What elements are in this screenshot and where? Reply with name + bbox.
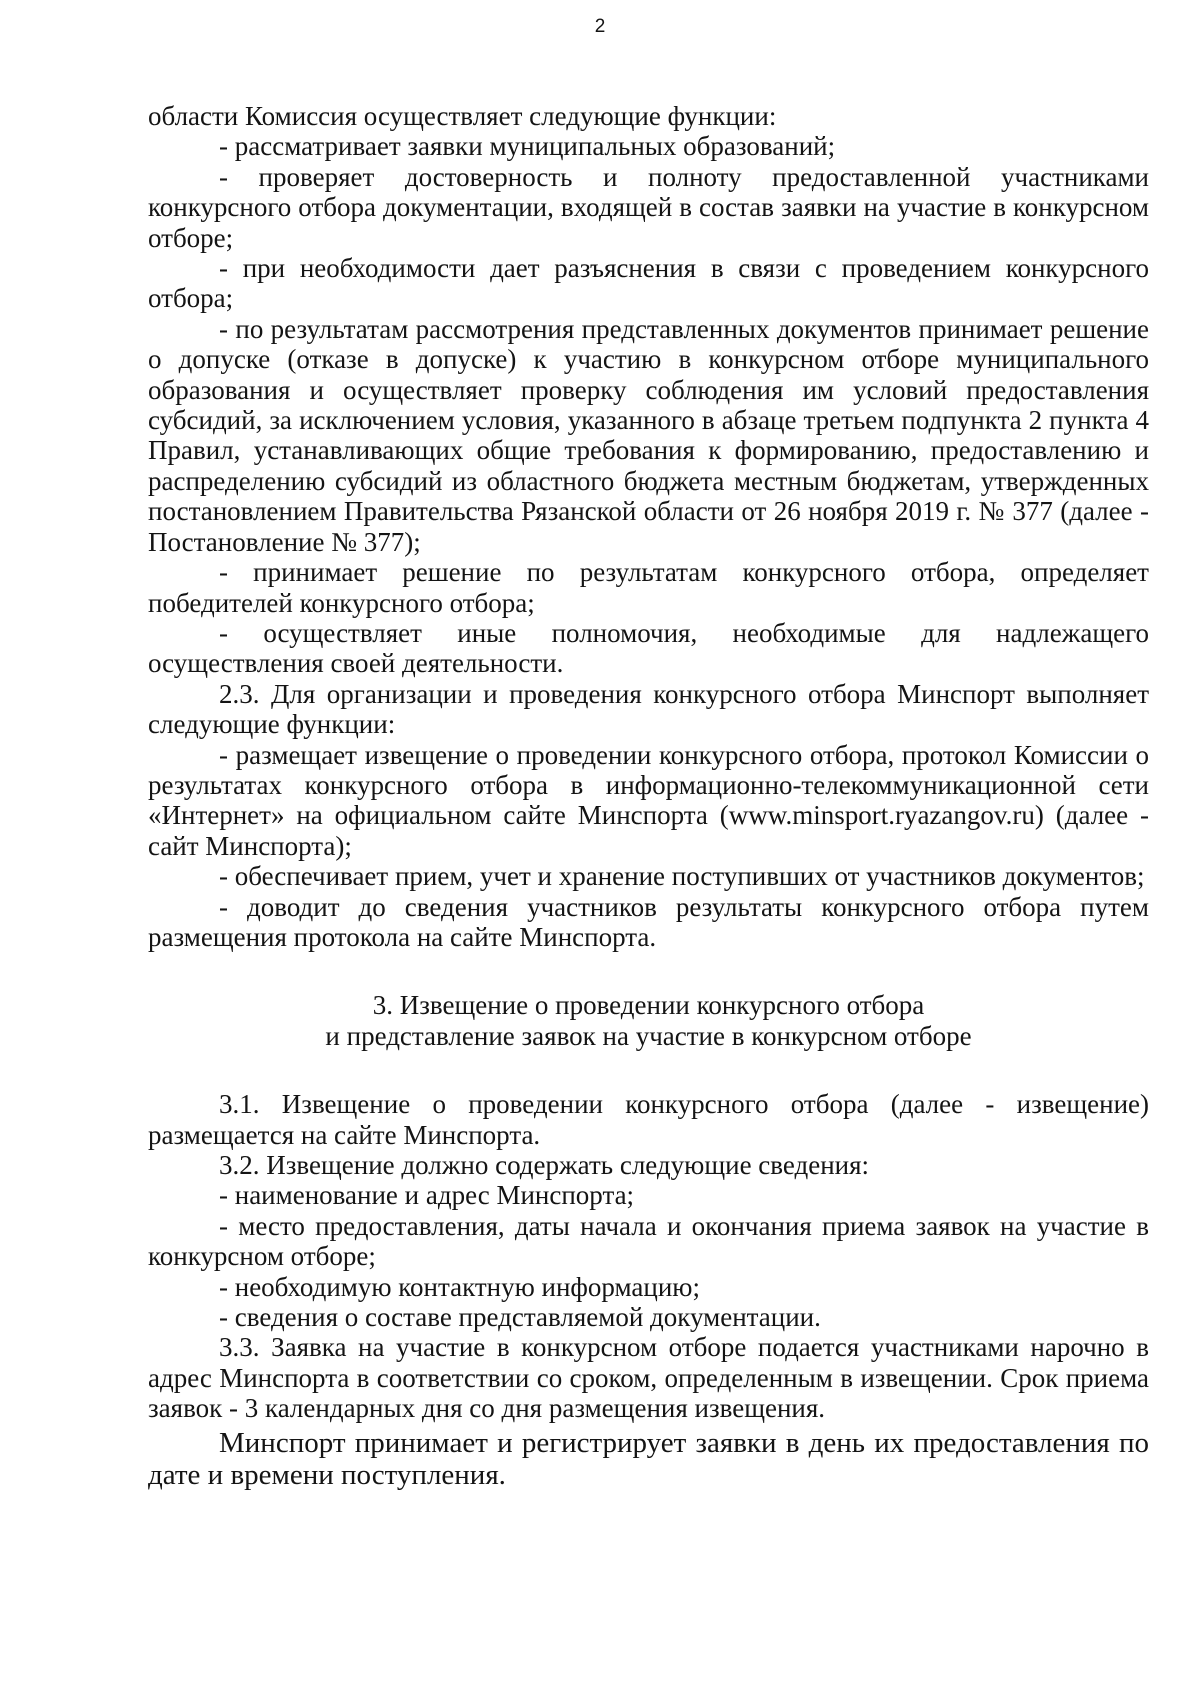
- paragraph: 2.3. Для организации и проведения конкурсного отбора Минспорт выполняет следующие функции:: [148, 678, 1149, 740]
- section-heading-line-1: 3. Извещение о проведении конкурсного отбора: [372, 990, 925, 1021]
- paragraph: области Комиссия осуществляет следующие функции:: [148, 101, 777, 131]
- paragraph: - наименование и адрес Минспорта;: [219, 1180, 635, 1211]
- page-number: 2: [594, 16, 606, 37]
- section-heading: [148, 990, 1149, 1051]
- paragraphs-after-heading: [148, 1089, 1149, 1423]
- paragraph: - необходимую контактную информацию;: [219, 1271, 700, 1302]
- paragraph: - рассматривает заявки муниципальных образований;: [219, 131, 836, 162]
- paragraph: - осуществляет иные полномочия, необходимые для надлежащего осуществления своей деятельности.: [148, 617, 1149, 679]
- section-heading-line-2: и представление заявок на участие в конкурсном отборе: [325, 1020, 972, 1051]
- paragraph: - при необходимости дает разъяснения в связи с проведением конкурсного отбора;: [148, 253, 1149, 314]
- paragraph: - по результатам рассмотрения представленных документов принимает решение о допуске (отказе в допуске) к участию в конкурсном отборе муниципального образования и осуществляет проверку соблюдения им условий предоставления субсидий, за исключением условия, указанного в абзаце третьем подпункта 2 пункта 4 Правил, устанавливающих общие требования к формированию, предоставлению и распределению субсидий из областного бюджета местным бюджетам, утвержденных постановлением Правительства Рязанской области от 26 ноября 2019 г. № 377 (далее - Постановление № 377);: [148, 313, 1149, 557]
- paragraph: 3.1. Извещение о проведении конкурсного отбора (далее - извещение) размещается на сайте Минспорта.: [148, 1089, 1149, 1150]
- paragraph: - место предоставления, даты начала и окончания приема заявок на участие в конкурсном отборе;: [148, 1210, 1149, 1272]
- paragraph: 3.2. Извещение должно содержать следующие сведения:: [219, 1150, 870, 1180]
- paragraph: - обеспечивает прием, учет и хранение поступивших от участников документов;: [219, 861, 1145, 892]
- paragraph: 3.3. Заявка на участие в конкурсном отборе подается участниками нарочно в адрес Минспорта в соответствии со сроком, определенным в извещении. Срок приема заявок - 3 календарных дня со дня размещения извещения.: [148, 1332, 1149, 1424]
- paragraph: - сведения о составе представляемой документации.: [219, 1302, 821, 1333]
- paragraph: - принимает решение по результатам конкурсного отбора, определяет победителей конкурсного отбора;: [148, 557, 1149, 618]
- document-body: [148, 101, 1149, 1491]
- paragraph: - доводит до сведения участников результаты конкурсного отбора путем размещения протокола на сайте Минспорта.: [148, 891, 1149, 952]
- final-paragraph: Минспорт принимает и регистрирует заявки в день их предоставления по дате и времени поступления.: [148, 1426, 1149, 1491]
- paragraph: - размещает извещение о проведении конкурсного отбора, протокол Комиссии о результатах конкурсного отбора в информационно-телекоммуникационной сети «Интернет» на официальном сайте Минспорта (www.minsport.ryazangov.ru) (далее - сайт Минспорта);: [148, 739, 1149, 861]
- paragraphs-before-heading: [148, 101, 1149, 952]
- paragraph: - проверяет достоверность и полноту предоставленной участниками конкурсного отбора документации, входящей в состав заявки на участие в конкурсном отборе;: [148, 161, 1149, 253]
